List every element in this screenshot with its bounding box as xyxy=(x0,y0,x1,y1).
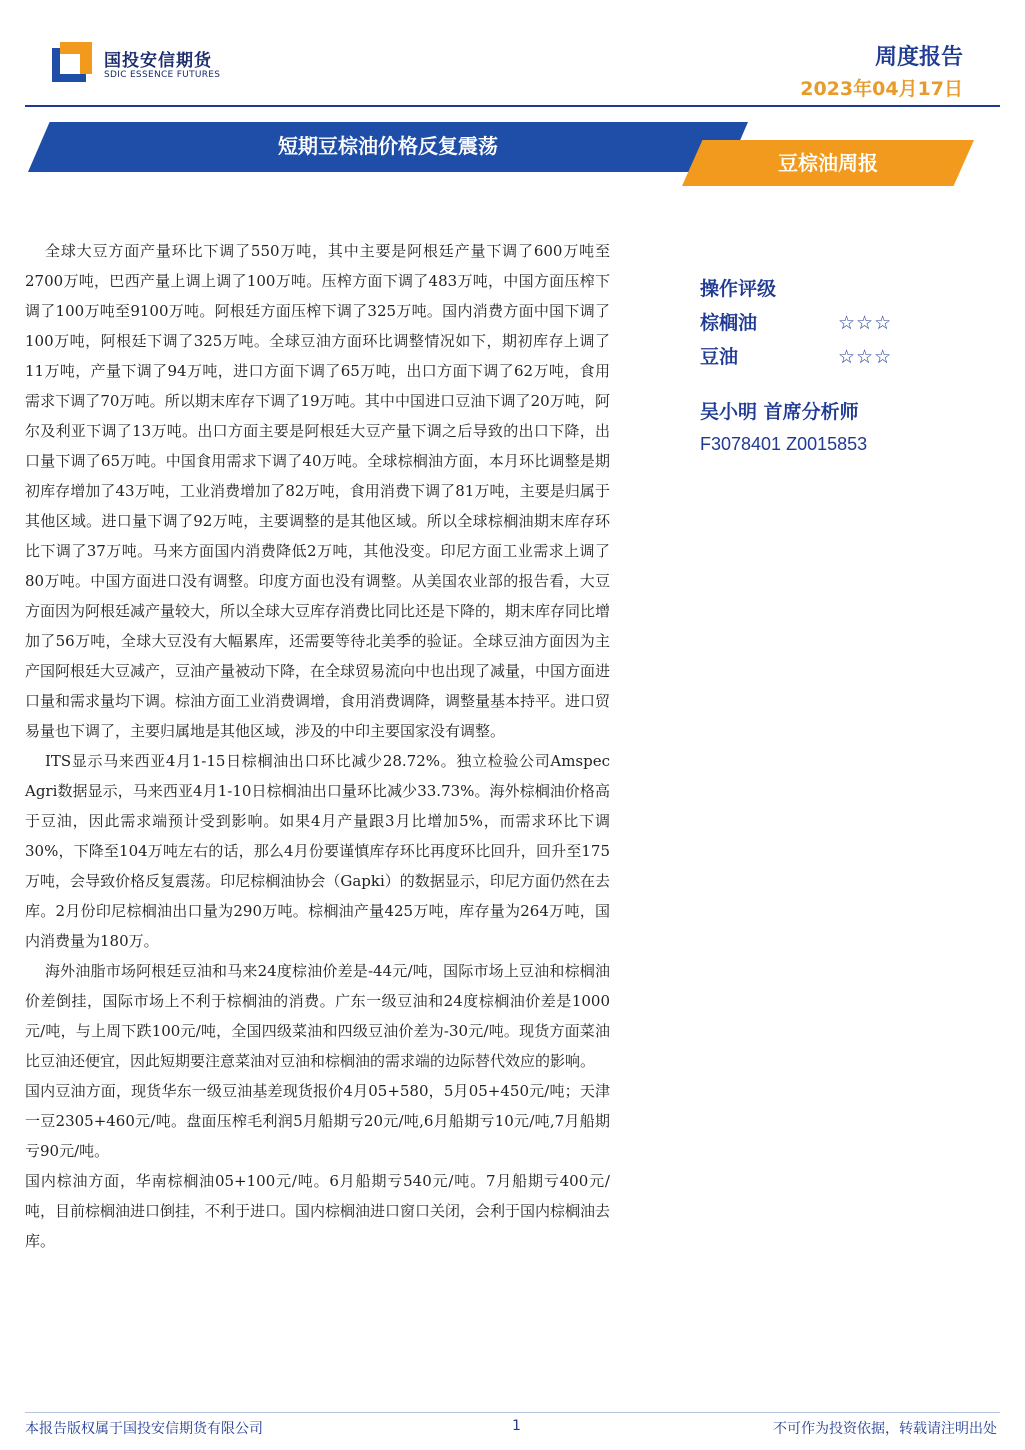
rating-stars-icon: ☆☆☆ xyxy=(838,346,893,368)
rating-name: 棕榈油 xyxy=(700,312,758,334)
body-paragraph: 国内豆油方面，现货华东一级豆油基差现货报价4月05+580，5月05+450元/吨；天津一豆2305+460元/吨。盘面压榨毛利润5月船期亏20元/吨,6月船期亏10元/吨,7月船期亏90元/吨。 xyxy=(25,1082,610,1160)
rating-stars-icon: ☆☆☆ xyxy=(838,312,893,334)
header-divider xyxy=(25,105,1000,107)
body-paragraph: 全球大豆方面产量环比下调了550万吨，其中主要是阿根廷产量下调了600万吨至2700万吨，巴西产量上调上调了100万吨。压榨方面下调了483万吨，中国方面压榨下调了100万吨至9100万吨。阿根廷方面压榨下调了325万吨。国内消费方面中国下调了100万吨，阿根廷下调了325万吨。全球豆油方面环比调整情况如下，期初库存上调了11万吨，产量下调了94万吨，进口方面下调了65万吨，出口方面下调了62万吨，食用需求下调了70万吨。所以期末库存下调了19万吨。其中中国进口豆油下调了20万吨，阿尔及利亚下调了13万吨。出口方面主要是阿根廷大豆产量下调之后导致的出口下降，出口量下调了65万吨。中国食用需求下调了40万吨。全球棕榈油方面，本月环比调整是期初库存增加了43万吨，工业消费增加了82万吨，食用消费下调了81万吨，主要是归属于其他区域。进口量下调了92万吨，主要调整的是其他区域。所以全球棕榈油期末库存环比下调了37万吨。马来方面国内消费降低2万吨，其他没变。印尼方面工业需求上调了80万吨。中国方面进口没有调整。印度方面也没有调整。从美国农业部的报告看，大豆方面因为阿根廷减产量较大，所以全球大豆库存消费比同比还是下降的，期末库存同比增加了56万吨，全球大豆没有大幅累库，还需要等待北美季的验证。全球豆油方面因为主产国阿根廷大豆减产，豆油产量被动下降，在全球贸易流向中也出现了减量，中国方面进口量和需求量均下调。棕油方面工业消费调增，食用消费调降，调整量基本持平。进口贸易量也下调了，主要归属地是其他区域，涉及的中印主要国家没有调整。 xyxy=(25,242,611,740)
logo-cn-text: 国投安信期货 xyxy=(104,51,212,71)
body-paragraph: 国内棕油方面，华南棕榈油05+100元/吨。6月船期亏540元/吨。7月船期亏400元/吨，目前棕榈油进口倒挂，不利于进口。国内棕榈油进口窗口关闭，会利于国内棕榈油去库。 xyxy=(25,1172,611,1250)
report-type: 周度报告 xyxy=(874,45,963,70)
rating-title: 操作评级 xyxy=(700,278,777,300)
page-number: 1 xyxy=(512,1418,521,1434)
report-tag: 豆棕油周报 xyxy=(778,151,878,175)
footer-copyright: 本报告版权属于国投安信期货有限公司 xyxy=(25,1421,263,1437)
logo-mark-icon xyxy=(52,42,92,82)
rating-row-soybean-oil xyxy=(700,340,930,374)
analyst-name: 吴小明 首席分析师 xyxy=(700,401,859,423)
report-date: 2023年04月17日 xyxy=(800,78,963,100)
rating-sidebar xyxy=(700,272,930,460)
footer-divider xyxy=(25,1412,1000,1413)
company-logo xyxy=(52,42,252,92)
footer-disclaimer: 不可作为投资依据，转载请注明出处 xyxy=(773,1421,997,1437)
report-body xyxy=(25,236,610,1256)
body-paragraph: ITS显示马来西亚4月1-15日棕榈油出口环比减少28.72%。独立检验公司Amspec Agri数据显示，马来西亚4月1-10日棕榈油出口量环比减少33.73%。海外棕榈油价格高于豆油，因此需求端预计受到影响。如果4月产量跟3月比增加5%，而需求环比下调30%，下降至104万吨左右的话，那么4月份要谨慎库存环比再度环比回升，回升至175万吨，会导致价格反复震荡。印尼棕榈油协会（Gapki）的数据显示，印尼方面仍然在去库。2月份印尼棕榈油出口量为290万吨。棕榈油产量425万吨，库存量为264万吨，国内消费量为180万。 xyxy=(25,752,610,950)
analyst-license: F3078401 Z0015853 xyxy=(700,434,868,454)
rating-name: 豆油 xyxy=(700,346,739,368)
report-title: 短期豆棕油价格反复震荡 xyxy=(278,134,498,158)
body-paragraph: 海外油脂市场阿根廷豆油和马来24度棕油价差是-44元/吨，国际市场上豆油和棕榈油价差倒挂，国际市场上不利于棕榈油的消费。广东一级豆油和24度棕榈油价差是1000元/吨，与上周下跌100元/吨，全国四级菜油和四级豆油价差为-30元/吨。现货方面菜油比豆油还便宜，因此短期要注意菜油对豆油和棕榈油的需求端的边际替代效应的影响。 xyxy=(25,962,610,1070)
rating-row-palm-oil xyxy=(700,306,930,340)
logo-en-text: SDIC ESSENCE FUTURES xyxy=(104,70,221,80)
